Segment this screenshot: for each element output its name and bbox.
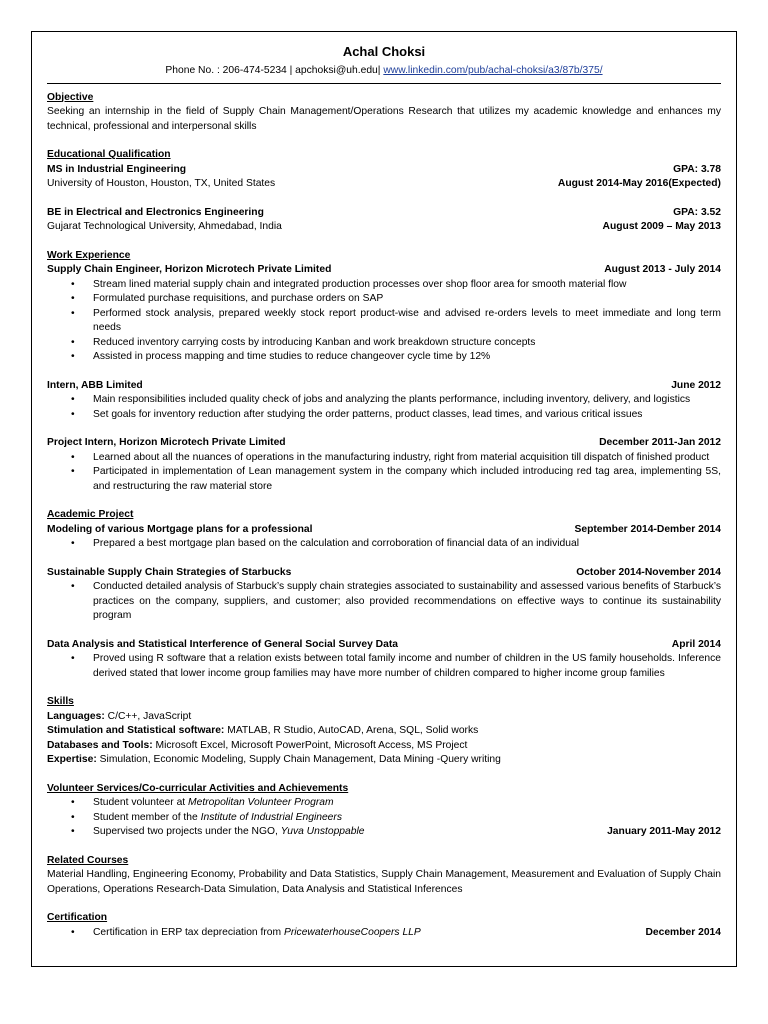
education-heading: Educational Qualification (47, 149, 171, 160)
list-item: • Performed stock analysis, prepared weekly stock report product-wise and advised re-orders levels to meet immediate and long term needs (71, 307, 721, 333)
bullet-icon: • (71, 538, 75, 549)
job-bullets (47, 451, 721, 495)
bullet-icon: • (71, 451, 75, 463)
phone-email: Phone No. : 206-474-5234 | apchoksi@uh.edu| (165, 65, 381, 76)
project-title: Modeling of various Mortgage plans for a professional (47, 523, 313, 535)
list-item: • Stream lined material supply chain and integrated production processes over shop floor area for smooth material flow (47, 278, 721, 293)
project-bullets (47, 580, 721, 624)
job-bullets (47, 278, 721, 365)
list-item: • Certification in ERP tax depreciation from PricewaterhouseCoopers LLP December 2014 (47, 926, 721, 941)
job-header (47, 379, 721, 394)
volunteer-heading: Volunteer Services/Co-curricular Activities and Achievements (47, 782, 349, 794)
objective-text: Seeking an internship in the field of Supply Chain Management/Operations Research that utilizes my academic knowledge and enhances my technical, professional and interpersonal skills (47, 106, 721, 132)
bullet-icon: • (71, 293, 75, 304)
list-item: • Proved using R software that a relation exists between total family income and number of children in the US family households. Inference derived stated that lower income group families may have more number of children compared to higher income group families (71, 653, 721, 679)
list-item: • Prepared a best mortgage plan based on the calculation and corroboration of financial data of an individual (47, 537, 721, 552)
list-item: • Set goals for inventory reduction after studying the order patterns, product classes, lead times, and various critical issues (47, 408, 721, 423)
project-header (47, 523, 721, 538)
bullet-icon: • (71, 307, 75, 319)
certification-bullets (47, 926, 721, 941)
job-bullets (47, 393, 721, 422)
bullet-icon: • (71, 826, 75, 837)
project-dates: April 2014 (671, 638, 721, 650)
school: University of Houston, Houston, TX, United States (47, 178, 276, 189)
skill-line: Databases and Tools: Microsoft Excel, Microsoft PowerPoint, Microsoft Access, MS Project (47, 739, 468, 751)
project-title: Sustainable Supply Chain Strategies of Starbucks (47, 566, 292, 578)
job-header (47, 436, 721, 451)
education-row (47, 163, 721, 178)
project-bullets (47, 652, 721, 681)
list-item: • Learned about all the nuances of operations in the manufacturing industry, right from material acquisition till dispatch of finished product (47, 451, 721, 466)
job-header (47, 263, 721, 278)
education-row (47, 206, 721, 221)
job-dates: August 2013 - July 2014 (604, 264, 721, 275)
bullet-icon: • (71, 466, 75, 477)
project-dates: October 2014-November 2014 (576, 566, 721, 578)
skill-line: Stimulation and Statistical software: MATLAB, R Studio, AutoCAD, Arena, SQL, Solid works (47, 725, 479, 736)
list-item: • Student member of the Institute of Industrial Engineers (47, 811, 721, 826)
list-item: • Conducted detailed analysis of Starbuck’s supply chain strategies associated to sustainability and assessed various benefits of Starbuck’s practices on the company, suppliers, and customer; also provided recommendations on effective ways to continue its sustainability program (71, 581, 721, 621)
work-heading: Work Experience (47, 249, 131, 261)
education-dates: August 2009 – May 2013 (602, 221, 721, 232)
bullet-icon: • (71, 278, 75, 290)
job-title: Project Intern, Horizon Microtech Private Limited (47, 437, 286, 448)
list-item: • Reduced inventory carrying costs by introducing Kanban and work breakdown structure concepts (47, 336, 721, 351)
resume (47, 44, 721, 940)
linkedin-link[interactable]: www.linkedin.com/pub/achal-choksi/a3/87b/375/ (383, 65, 603, 76)
job-dates: December 2011-Jan 2012 (599, 437, 721, 448)
list-item: • Supervised two projects under the NGO, Yuva Unstoppable January 2011-May 2012 (47, 825, 721, 840)
courses-heading: Related Courses (47, 854, 129, 866)
bullet-icon: • (71, 336, 75, 348)
gpa: GPA: 3.78 (673, 163, 721, 175)
degree: MS in Industrial Engineering (47, 163, 187, 175)
education-row (47, 220, 721, 235)
bullet-icon: • (71, 408, 75, 420)
volunteer-dates: January 2011-May 2012 (607, 826, 721, 837)
header-divider (47, 83, 721, 84)
bullet-icon: • (71, 351, 75, 362)
list-item: • Assisted in process mapping and time studies to reduce changeover cycle time by 12% (47, 350, 721, 365)
job-title: Intern, ABB Limited (47, 379, 143, 391)
list-item: • Main responsibilities included quality check of jobs and analyzing the plants performance, including inventory, delivery, and logistics (47, 393, 721, 408)
volunteer-bullets (47, 796, 721, 840)
courses-text: Material Handling, Engineering Economy, Probability and Data Statistics, Supply Chain Management, Measurement and Evaluation of Supply Chain Operations, Operations Research-Data Simulation, Data Analysis and Statistical Inferences (47, 869, 721, 895)
candidate-name: Achal Choksi (342, 44, 426, 59)
academic-heading: Academic Project (47, 509, 134, 520)
job-dates: June 2012 (671, 379, 721, 391)
project-bullets (47, 537, 721, 552)
list-item: • Formulated purchase requisitions, and purchase orders on SAP (47, 292, 721, 307)
skill-line: Expertise: Simulation, Economic Modeling, Supply Chain Management, Data Mining -Query writing (47, 754, 501, 765)
project-header (47, 566, 721, 581)
project-header (47, 638, 721, 653)
gpa: GPA: 3.52 (673, 206, 721, 218)
project-title: Data Analysis and Statistical Interference of General Social Survey Data (47, 638, 398, 650)
job-title: Supply Chain Engineer, Horizon Microtech Private Limited (47, 264, 332, 275)
degree: BE in Electrical and Electronics Engineering (47, 206, 264, 218)
bullet-icon: • (71, 797, 75, 808)
bullet-icon: • (71, 653, 75, 664)
certification-heading: Certification (47, 912, 108, 923)
objective-heading: Objective (47, 91, 94, 103)
project-dates: September 2014-Dember 2014 (574, 523, 721, 535)
bullet-icon: • (71, 394, 75, 405)
bullet-icon: • (71, 926, 75, 938)
certification-dates: December 2014 (645, 926, 721, 938)
bullet-icon: • (71, 811, 75, 823)
list-item: • Participated in implementation of Lean management system in the company which included introducing red tag area, implementing 5S, and restructuring the raw material store (71, 466, 721, 492)
list-item: • Student volunteer at Metropolitan Volunteer Program (47, 796, 721, 811)
education-row (47, 177, 721, 192)
education-dates: August 2014-May 2016(Expected) (557, 178, 721, 189)
skill-line: Languages: C/C++, JavaScript (47, 710, 192, 722)
skills-heading: Skills (47, 696, 74, 707)
school: Gujarat Technological University, Ahmedabad, India (47, 221, 282, 232)
bullet-icon: • (71, 581, 75, 592)
contact-line (47, 64, 721, 79)
